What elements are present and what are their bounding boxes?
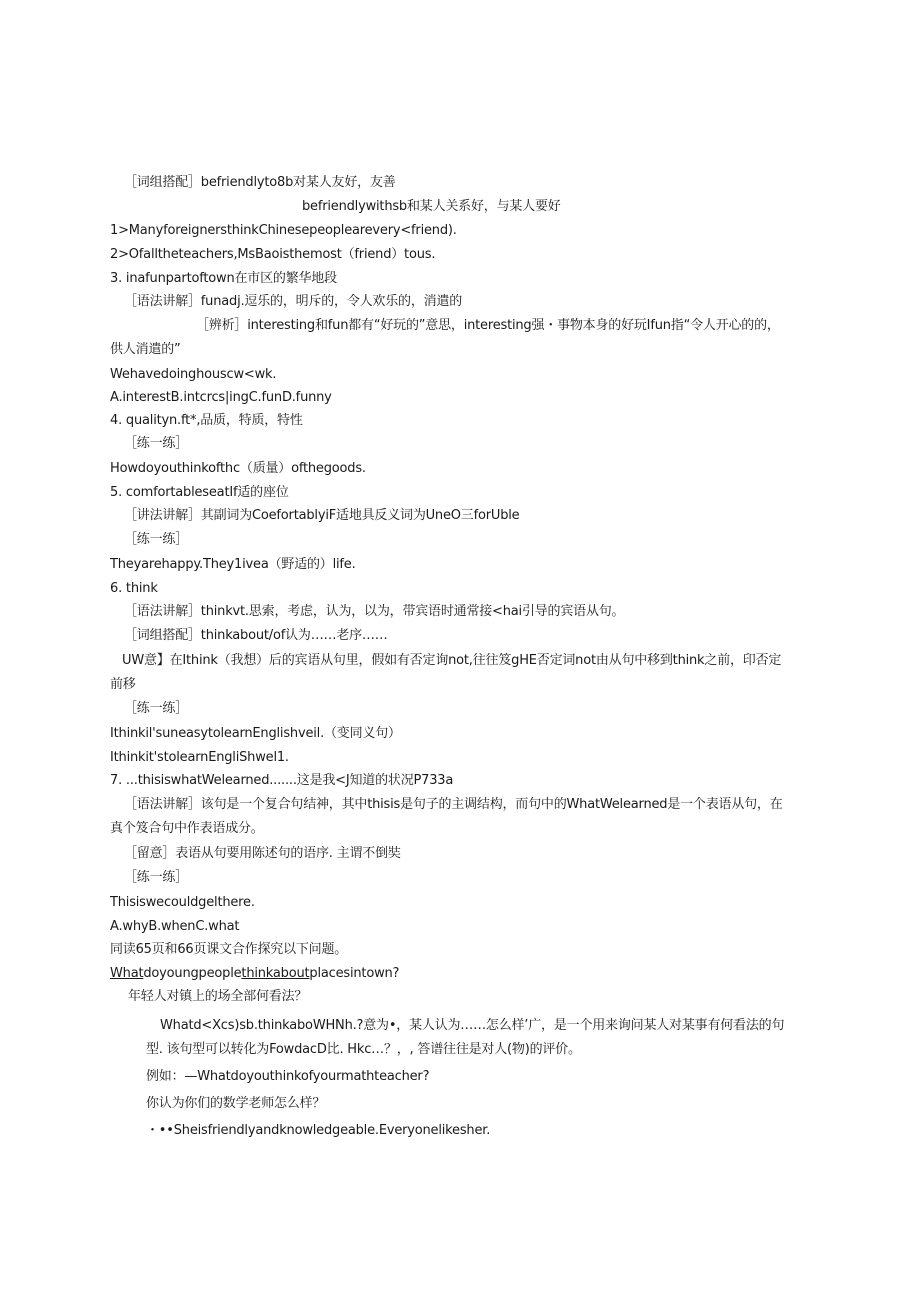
text-line: ・••Sheisfriendlyandknowledgeable.Everyonelikesher. (146, 1123, 491, 1138)
text-line: ［语法讲解］thinkvt.思索，考虑，认为，以为，带宾语时通常接<hai引导的宾语从句。 (124, 604, 625, 619)
text-line: 1>ManyforeignersthinkChinesepeoplearevery<friend). (110, 223, 457, 238)
text-paragraph: UW意】在Ithink（我想）后的宾语从句里，假如有否定询not,往往笈gHE否定词not由从句中移到think之前，印否定前移 (110, 653, 782, 692)
text-line: A.whyB.whenC.what (110, 919, 240, 934)
question-line (110, 965, 399, 983)
text-line: 你认为你们的数学老师怎么样？ (146, 1096, 326, 1111)
text-line: 例如：—Whatdoyouthinkofyourmathteacher? (146, 1069, 430, 1084)
text-line: 4. qualityn.ft*,品质，特质，特性 (110, 413, 303, 428)
text-line: ［词组搭配］thinkabout/of认为……老序…… (124, 628, 388, 643)
text-line: ［讲法讲解］其副词为CoefortablyiF适地具反义词为UneO三forUble (124, 508, 520, 523)
text-line: ［语法讲解］funadj.逗乐的，明斥的，令人欢乐的，消遣的 (124, 294, 463, 309)
text-line: Theyarehappy.They1ivea（野适的）life. (110, 557, 356, 572)
text-line: 同读65页和66页课文合作探究以下问题。 (110, 942, 348, 957)
text-line: Wehavedoinghouscw<wk. (110, 367, 277, 382)
text-line: 6. think (110, 581, 158, 596)
text-line: A.interestB.intcrcs|ingC.funD.funny (110, 390, 332, 405)
question-text: placesintown? (309, 966, 400, 981)
text-line: befriendlywithsb和某人关系好，与某人要好 (302, 199, 561, 214)
text-paragraph: ［语法讲解］该句是一个复合句结神，其中thisis是句子的主调结构，而句中的WhatWelearned是一个表语从句，在真个笈合句中作表语成分。 (110, 797, 783, 836)
text-line: ［练一练］ (124, 870, 189, 885)
question-text: doyoungpeople (143, 966, 242, 981)
text-line: 年轻人对镇上的场全部何看法？ (128, 989, 308, 1004)
text-line: Ithinkil'suneasytolearnEnglishveil.（变同义句） (110, 726, 401, 741)
text-line: 7. ...thisiswhatWelearned.......这是我<J知道的状况P733a (110, 773, 454, 788)
text-line: 2>Ofalltheteachers,MsBaoisthemost（friend）tous. (110, 247, 436, 262)
text-paragraph: ［辨析］interesting和fun都有“好玩的”意思，interesting强・事物本身的好玩Ifun指“令人开心的的，供人消遣的” (110, 318, 780, 357)
text-line: Howdoyouthinkofthc（质量）ofthegoods. (110, 461, 366, 476)
text-line: ［练一练］ (124, 532, 189, 547)
text-line: ［练一练］ (124, 436, 189, 451)
text-line: Ithinkit'stolearnEngliShwel1. (110, 750, 289, 765)
text-line: 5. comfortableseatIf适的座位 (110, 485, 289, 500)
underlined-text: What (110, 966, 144, 981)
text-line: Thisiswecouldgelthere. (110, 895, 255, 910)
text-line: ［练一练］ (124, 701, 189, 716)
text-line: ［词组搭配］befriendlyto8b对某人友好，友善 (124, 175, 396, 190)
text-line: ［留意］表语从句要用陈述句的语序. 主谓不倒奘 (124, 846, 401, 861)
underlined-text: thinkabout (241, 966, 310, 981)
text-paragraph: Whatd<Xcs)sb.thinkaboWHNh.?意为•，某人认为……怎么样’广，是一个用来询问某人对某事有何看法的句型. 该句型可以转化为FowdacD比. Hkc…？，, 答谱往往是对人(物)的评价。 (146, 1018, 785, 1057)
text-line: 3. inafunpartoftown在市区的繁华地段 (110, 271, 337, 286)
